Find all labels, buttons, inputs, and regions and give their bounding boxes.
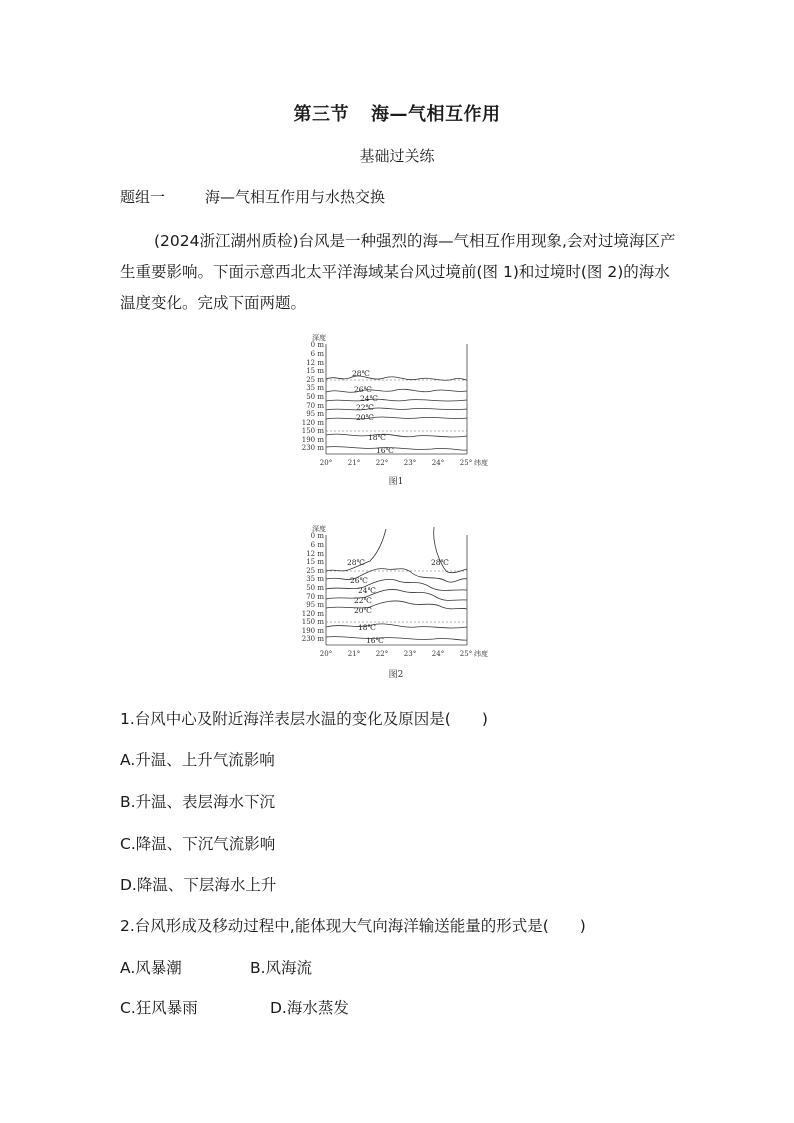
x-tick-label: 24° (431, 650, 445, 658)
depth-label: 70 m (306, 593, 324, 601)
depth-label: 95 m (306, 410, 324, 418)
group-label: 题组一 (120, 188, 166, 206)
depth-label: 25 m (306, 567, 324, 575)
depth-label: 15 m (306, 367, 324, 375)
isotherm-label: 24℃ (358, 586, 376, 595)
question-2-option-d[interactable]: D.海水蒸发 (270, 999, 349, 1017)
y-axis-title: 深度 (312, 525, 326, 533)
depth-label: 6 m (310, 541, 324, 549)
depth-label: 190 m (301, 627, 324, 635)
depth-label: 12 m (306, 359, 324, 367)
depth-label: 0 m (310, 532, 324, 540)
isotherm-20 (326, 601, 467, 609)
page-title (0, 100, 794, 126)
depth-label: 95 m (306, 601, 324, 609)
practice-subtitle: 基础过关练 (359, 147, 435, 165)
x-tick-label: 22° (375, 459, 389, 467)
isotherm-label: 28℃ (352, 369, 370, 378)
question-1-option-d[interactable]: D.降温、下层海水上升 (120, 876, 277, 894)
isotherm-label: 18℃ (368, 433, 386, 442)
x-tick-label: 23° (403, 459, 417, 467)
depth-label: 15 m (306, 558, 324, 566)
x-tick-label: 20° (319, 459, 333, 467)
x-tick-label: 20° (319, 650, 333, 658)
x-tick-label: 24° (431, 459, 445, 467)
figure-1-diagram (290, 322, 510, 492)
figure-caption: 图2 (388, 670, 404, 680)
section-number: 第三节 (293, 104, 349, 125)
depth-label: 120 m (301, 419, 324, 427)
question-2-option-c[interactable]: C.狂风暴雨 (120, 999, 198, 1017)
depth-label: 190 m (301, 436, 324, 444)
x-tick-label: 23° (403, 650, 417, 658)
isotherm-label: 22℃ (356, 403, 374, 412)
isotherm-26 (326, 389, 467, 392)
x-axis-title: 纬度 (474, 459, 488, 467)
isotherm-22 (326, 408, 467, 410)
isotherm-label: 24℃ (360, 394, 378, 403)
depth-label: 6 m (310, 350, 324, 358)
depth-label: 25 m (306, 376, 324, 384)
depth-label: 35 m (306, 575, 324, 583)
figure-2 (290, 515, 510, 685)
x-tick-label: 21° (347, 459, 361, 467)
depth-label: 12 m (306, 550, 324, 558)
question-1-stem: 1.台风中心及附近海洋表层水温的变化及原因是( ) (120, 710, 488, 728)
question-2-option-b[interactable]: B.风海流 (250, 959, 313, 977)
isotherm-label: 16℃ (376, 446, 394, 455)
isotherm-label: 28℃ (347, 558, 365, 567)
depth-label: 35 m (306, 384, 324, 392)
depth-label: 150 m (301, 618, 324, 626)
x-tick-label: 22° (375, 650, 389, 658)
isotherm-22 (326, 589, 467, 600)
question-2-stem: 2.台风形成及移动过程中,能体现大气向海洋输送能量的形式是( ) (120, 917, 586, 935)
isotherm-16 (326, 447, 467, 451)
isotherm-24 (326, 399, 467, 401)
depth-label: 50 m (306, 393, 324, 401)
question-1-option-c[interactable]: C.降温、下沉气流影响 (120, 835, 276, 853)
isotherm-20 (326, 417, 467, 419)
depth-label: 230 m (301, 635, 324, 643)
isotherm-label: 28℃ (431, 558, 449, 567)
x-tick-label: 21° (347, 650, 361, 658)
intro-paragraph (120, 226, 680, 319)
question-group-heading (120, 186, 385, 207)
intro-text: (2024浙江湖州质检)台风是一种强烈的海—气相互作用现象,会对过境海区产生重要影响。下面示意西北太平洋海域某台风过境前(图 1)和过境时(图 2)的海水温度变化。完成下面两题。 (120, 232, 676, 312)
isotherm-label: 16℃ (366, 636, 384, 645)
isotherm-label: 26℃ (350, 576, 368, 585)
isotherm-label: 22℃ (354, 596, 372, 605)
question-1-option-a[interactable]: A.升温、上升气流影响 (120, 751, 275, 769)
isotherm-label: 20℃ (356, 413, 374, 422)
depth-label: 70 m (306, 402, 324, 410)
isotherm-label: 26℃ (354, 385, 372, 394)
depth-label: 230 m (301, 444, 324, 452)
isotherm-label: 18℃ (358, 623, 376, 632)
question-1-option-b[interactable]: B.升温、表层海水下沉 (120, 793, 276, 811)
x-tick-label: 25° (459, 459, 473, 467)
depth-label: 120 m (301, 610, 324, 618)
section-title: 海—气相互作用 (371, 104, 501, 125)
depth-label: 150 m (301, 427, 324, 435)
isotherm-16 (326, 637, 467, 641)
isotherm-18 (326, 434, 467, 437)
isotherm-28 (326, 376, 467, 380)
figure-1 (290, 322, 510, 492)
group-title: 海—气相互作用与水热交换 (205, 188, 386, 206)
y-axis-title: 深度 (312, 334, 326, 342)
isotherm-label: 20℃ (354, 606, 372, 615)
figure-caption: 图1 (388, 477, 404, 487)
figure-2-diagram (290, 515, 510, 685)
x-axis-title: 纬度 (474, 650, 488, 658)
depth-label: 50 m (306, 584, 324, 592)
x-tick-label: 25° (459, 650, 473, 658)
isotherm-18 (326, 624, 467, 628)
question-2-option-a[interactable]: A.风暴潮 (120, 959, 182, 977)
depth-label: 0 m (310, 341, 324, 349)
